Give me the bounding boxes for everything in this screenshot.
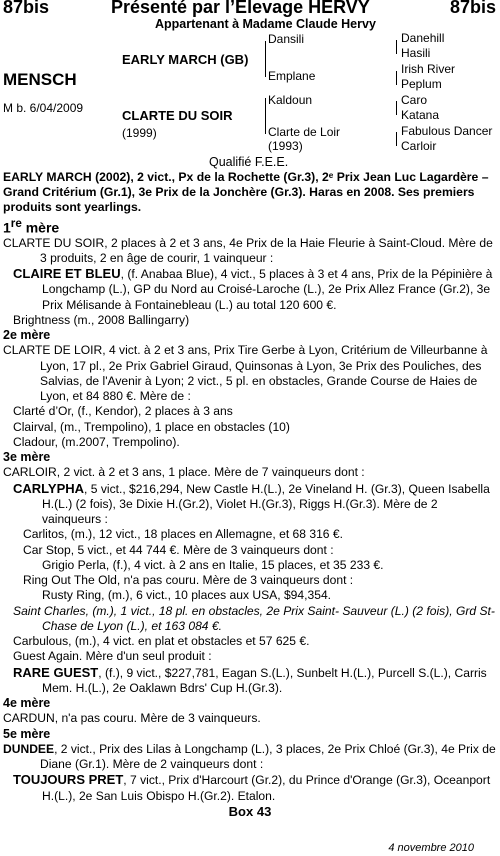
dam-sire: Kaldoun	[268, 93, 313, 107]
g3-7: Fabulous Dancer	[401, 124, 493, 138]
produce-name: CLAIRE ET BLEU	[13, 266, 121, 282]
produce-claire-et-bleu: CLAIRE ET BLEU, (f. Anabaa Blue), 4 vict., 5 places à 3 et 4 ans, Prix de la Pépinière à Longchamp (L.), GP du Nord au Croisé-Laroche (L.), 2e Prix Allez France (Gr.2), 3e Prix Mélisande à Fontainebleau (L.) au total 120 600 €.	[13, 266, 493, 312]
sire-name: EARLY MARCH (GB)	[122, 52, 249, 67]
produce-brightness: Brightness (m., 2008 Ballingarry)	[13, 312, 190, 327]
section-4e-mere: 4e mère	[3, 696, 51, 711]
qualified-note: Qualifié F.E.E.	[209, 155, 289, 169]
g3-2: Hasili	[401, 46, 431, 60]
g3-8: Carloir	[401, 139, 437, 153]
g3-3: Irish River	[401, 62, 456, 76]
horse-info: M b. 6/04/2009	[3, 101, 84, 115]
produce-clarte-dor: Clarté d’Or, (f., Kendor), 2 places à 3 ans	[13, 404, 233, 419]
section-3e-mere: 3e mère	[3, 450, 51, 465]
produce-car-stop: Car Stop, 5 vict., et 44 744 €. Mère de 3 vainqueurs dont :	[23, 542, 334, 557]
catalogue-text	[3, 170, 497, 819]
g3-6: Katana	[401, 108, 440, 122]
g3-4: Peplum	[401, 77, 442, 91]
produce-name: RARE GUEST	[13, 664, 99, 680]
produce-carlitos: Carlitos, (m.), 12 vict., 18 places en Allemagne, et 68 316 €.	[23, 527, 343, 542]
dam-dam-year: (1993)	[268, 139, 303, 153]
produce-clairval: Clairval, (m., Trempolino), 1 place en obstacles (10)	[13, 419, 290, 434]
produce-carbulous: Carbulous, (m.), 4 vict. en plat et obstacles et 57 625 €.	[13, 634, 310, 649]
dam2-paragraph: CLARTE DE LOIR, 4 vict. à 2 et 3 ans, Prix Tire Gerbe à Lyon, Critérium de Villeurbanne à Lyon, 17 pl., 2e Prix Gabriel Giraud, Quinsonas à Lyon, 3e Prix des Pouliches, des Salvias, de l'Avenir à Lyon; 2 vict., 5 pl. en obstacles, Grande Course de Haies de Lyon, et 84 880 €. Mère de :	[3, 343, 488, 404]
dam-name-bold: DUNDEE	[3, 741, 55, 756]
produce-grigio-perla: Grigio Perla, (f.), 4 vict. à 2 ans en Italie, 15 places, et 35 233 €.	[42, 557, 384, 572]
section-5e-mere: 5e mère	[3, 726, 51, 741]
box-number: Box 43	[228, 803, 272, 819]
bracket-line	[265, 98, 266, 134]
lot-number: 87bis	[3, 0, 50, 17]
g3-5: Caro	[401, 93, 428, 107]
produce-guest-again: Guest Again. Mère d'un seul produit :	[13, 649, 212, 664]
section-2e-mere: 2e mère	[3, 328, 51, 343]
page-title: Présenté par l’Elevage HERVY	[111, 0, 370, 17]
produce-name: TOUJOURS PRET	[13, 772, 124, 788]
dam-year: (1999)	[122, 126, 157, 140]
section-1re-mere	[3, 216, 497, 236]
produce-toujours-pret: TOUJOURS PRET, 7 vict., Prix d'Harcourt (Gr.2), du Prince d'Orange (Gr.3), Oceanport H.(L.), 2e San Luis Obispo H.(Gr.2). Etalon.	[13, 772, 491, 803]
dam1-paragraph: CLARTE DU SOIR, 2 places à 2 et 3 ans, 4e Prix de la Haie Fleurie à Saint-Cloud. Mère de 3 produits, 2 en âge de courir, 1 vainqueur :	[3, 235, 493, 265]
sire-sire: Dansili	[268, 32, 305, 46]
produce-ring-out-the-old: Ring Out The Old, n'a pas couru. Mère de 3 vainqueurs dont :	[23, 573, 354, 588]
bracket-line	[396, 40, 397, 54]
produce-rare-guest: RARE GUEST, (f.), 9 vict., $227,781, Eagan S.(L.), Sunbelt H.(L.), Purcell S.(L.), Carris Mem. H.(L.), 2e Oaklawn Bdrs' Cup H.(Gr.3).	[13, 664, 487, 695]
produce-carlypha: CARLYPHA, 5 vict., $216,294, New Castle H.(L.), 2e Vineland H. (Gr.3), Queen Isabella H.(L.) (2 fois), 3e Dixie H.(Gr.2), Violet H.(Gr.3), Riggs H.(Gr.3). Mère de 2 vainqueurs :	[13, 480, 490, 527]
dam-name: CLARTE DU SOIR	[122, 108, 233, 123]
g3-1: Danehill	[401, 31, 445, 45]
section-title-sup: re	[10, 216, 22, 230]
horse-name: MENSCH	[3, 70, 77, 89]
owner-line: Appartenant à Madame Claude Hervy	[155, 17, 376, 31]
produce-name: CARLYPHA	[13, 480, 85, 496]
lot-number-right: 87bis	[449, 0, 496, 17]
bracket-line	[396, 132, 397, 146]
section-title-num: 1	[3, 219, 11, 236]
produce-cladour: Cladour, (m.2007, Trempolino).	[13, 434, 180, 449]
produce-rusty-ring: Rusty Ring, (m.), 6 vict., 10 places aux USA, $94,354.	[42, 588, 332, 603]
bracket-line	[396, 71, 397, 85]
section-title-word: mère	[21, 219, 60, 236]
sire	[122, 52, 248, 67]
dam3-paragraph: CARLOIR, 2 vict. à 2 et 3 ans, 1 place. Mère de 7 vainqueurs dont :	[3, 465, 365, 480]
bracket-line	[396, 101, 397, 115]
produce-saint-charles: Saint Charles, (m.), 1 vict., 18 pl. en obstacles, 2e Prix Saint- Sauveur (L.) (2 fois), Grd St-Chase de Lyon (L.), et 163 084 €.	[13, 603, 495, 633]
dam-dam: Clarte de Loir	[268, 125, 341, 139]
sire-dam: Emplane	[268, 69, 316, 83]
bracket-line	[265, 41, 266, 77]
sire-note: EARLY MARCH (2002), 2 vict., Px de la Rochette (Gr.3), 2ᵉ Prix Jean Luc Lagardère – Grand Critérium (Gr.1), 3e Prix de la Jonchère (Gr.3). Haras en 2008. Ses premiers produits sont yearlings.	[3, 170, 489, 215]
dam5-paragraph: DUNDEE, 2 vict., Prix des Lilas à Longchamp (L.), 3 places, 2e Prix Chloé (Gr.3), 4e Prix de Diane (Gr.1). Mère de 2 vainqueurs dont :	[3, 741, 496, 772]
print-date: 4 novembre 2010	[388, 842, 474, 854]
dam4-paragraph: CARDUN, n'a pas couru. Mère de 3 vainqueurs.	[3, 711, 261, 726]
